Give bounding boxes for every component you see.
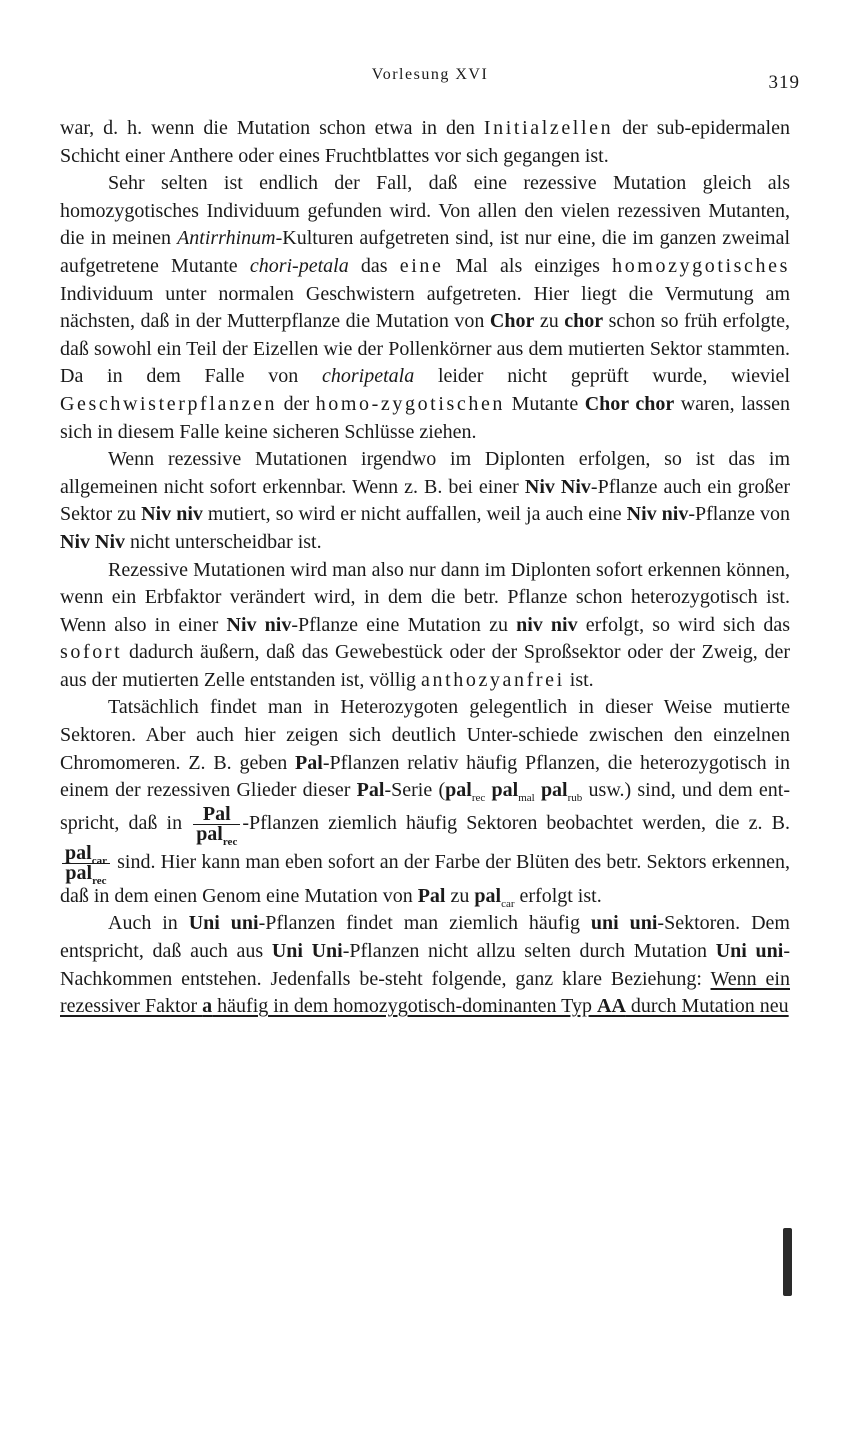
text-run: -Serie ( [384, 779, 446, 802]
gene-symbol: Pal [295, 751, 323, 774]
text-run: Tatsächlich findet man in Heterozygoten gelegentlich in dieser Weise mutierte Sektoren. Aber auch hier zeigen sich deutlich Unter-schiede zwischen den einzelnen Chromomeren. Z. B. geben [60, 696, 790, 774]
running-title: Vorlesung XVI [371, 66, 489, 83]
gene-symbol: Uni uni [715, 940, 784, 963]
text-run: der [277, 392, 316, 415]
text-run: nicht unterscheidbar ist. [125, 530, 322, 553]
spaced-term: eine [399, 254, 444, 277]
text-run: -Pflanze eine Mutation zu [291, 613, 517, 636]
text-run: zu [534, 310, 565, 333]
gene-symbol: Niv Niv [524, 475, 591, 498]
gene-symbol: Niv niv [626, 503, 689, 526]
gene-symbol: a [202, 995, 213, 1018]
underlined-text: Wenn ein rezessiver Faktor [60, 967, 790, 1018]
gene-symbol: Niv niv [141, 503, 203, 526]
text-run: erfolgt ist. [514, 884, 602, 907]
gene-symbol: pal [65, 841, 92, 864]
page-number: 319 [768, 72, 800, 93]
text-run: -Kulturen aufgetreten sind, ist nur eine, die im ganzen zweimal aufgetretene Mutante [60, 227, 791, 277]
allele-subscript: rec [92, 874, 107, 887]
text-run: -Pflanzen nicht allzu selten durch Mutation [342, 940, 716, 963]
allele-subscript: mal [518, 792, 535, 805]
paragraph-6 [60, 910, 790, 1020]
gene-symbol: pal [474, 884, 502, 907]
underlined-text: durch Mutation neu [625, 995, 789, 1018]
allele-subscript: car [501, 897, 515, 910]
allele-subscript: rub [567, 792, 583, 805]
genotype-fraction [193, 802, 240, 848]
spaced-term: Initialzellen [483, 117, 614, 139]
text-run: erfolgt, so wird sich das [577, 613, 790, 636]
text-run: Auch in [108, 912, 189, 935]
text-run: mutiert, so wird er nicht auffallen, weil ja auch eine [202, 503, 627, 526]
gene-symbol: Chor chor [584, 392, 675, 415]
gene-symbol: Niv niv [226, 613, 292, 636]
italic-term: chori-petala [249, 254, 349, 277]
text-run: -Pflanze auch ein großer Sektor zu [60, 475, 790, 526]
text-run: -Sektoren. Dem entspricht, daß auch aus [60, 912, 790, 963]
gene-symbol: Pal [356, 779, 385, 802]
paragraph-1 [60, 115, 790, 170]
italic-term: Antirrhinum [177, 227, 276, 250]
text-run: das [348, 254, 400, 277]
gene-symbol: Chor [489, 310, 535, 333]
gene-symbol: niv niv [516, 613, 578, 636]
fraction-numerator [62, 841, 110, 867]
page-body [60, 115, 790, 1021]
gene-symbol: Niv Niv [60, 530, 125, 553]
text-run: -Pflanzen findet man ziemlich häufig [258, 912, 591, 935]
text-run: -Pflanzen relativ häufig Pflanzen, die heterozygotisch in einem der rezessiven Glieder dieser [60, 751, 791, 802]
text-run: Wenn rezessive Mutationen irgendwo im Diplonten erfolgen, so ist das im allgemeinen nicht sofort erkennbar. Wenn z. B. bei einer [60, 448, 790, 498]
spaced-term: Geschwisterpflanzen [60, 392, 278, 415]
genotype-fraction [62, 841, 110, 887]
gene-symbol: chor [564, 310, 604, 333]
text-run: usw.) sind, und dem ent-spricht, daß in [60, 779, 790, 834]
spaced-term: homozygotisches [612, 254, 790, 277]
text-run: -Pflanzen ziemlich häufig Sektoren beobachtet werden, die z. B. [242, 811, 790, 834]
gene-symbol: pal [196, 822, 223, 845]
allele-subscript: rec [222, 835, 238, 848]
text-run: Rezessive Mutationen wird man also nur dann im Diplonten sofort erkennen können, wenn ein Erbfaktor verändert wird, in dem die betr. Pflanze schon heterozygotisch ist. Wenn also in einer [60, 558, 790, 636]
spaced-term: anthozyanfrei [421, 668, 565, 691]
gene-symbol: Pal [417, 884, 446, 907]
paragraph-4 [60, 557, 790, 695]
paragraph-3 [60, 446, 790, 556]
paragraph-2 [60, 170, 790, 446]
gene-symbol: pal [540, 779, 568, 802]
text-run: Individuum unter normalen Geschwistern aufgetreten. Hier liegt die Vermutung am nächsten, daß in der Mutterpflanze die Mutation von [60, 282, 790, 333]
text-run: war, d. h. wenn die Mutation schon etwa in den [60, 117, 484, 139]
page-header [60, 66, 800, 96]
text-run: Mutante [505, 392, 585, 415]
spaced-term: sofort [60, 641, 123, 664]
gene-symbol: Uni Uni [271, 940, 343, 963]
fraction-denominator [62, 861, 110, 887]
fraction-denominator [193, 822, 240, 848]
spaced-term: homo-zygotischen [315, 392, 506, 415]
text-run: ist. [564, 668, 594, 691]
text-run: schon so früh erfolgte, daß sowohl ein Teil der Eizellen wie der Pollenkörner aus dem mutierten Sektor stammten. Da in dem Falle von [60, 310, 790, 388]
text-run: Mal als einziges [443, 254, 613, 277]
text-run: Sehr selten ist endlich der Fall, daß eine rezessive Mutation gleich als homozygotisches Individuum gefunden wird. Von allen den vielen rezessiven Mutanten, die in meinen [60, 172, 790, 250]
gene-symbol: pal [445, 779, 472, 802]
gene-symbol: pal [491, 779, 519, 802]
text-run: waren, lassen sich in diesem Falle keine sicheren Schlüsse ziehen. [60, 392, 790, 443]
gene-symbol: uni uni [590, 912, 658, 935]
text-run: -Pflanze von [688, 503, 791, 526]
text-run: der sub-epidermalen Schicht einer Anthere oder eines Fruchtblattes vor sich gegangen ist. [60, 117, 790, 167]
text-run: dadurch äußern, daß das Gewebestück oder der Sproßsektor oder der Zweig, der aus der mutierten Zelle entstanden ist, völlig [60, 641, 790, 691]
italic-term: choripetala [321, 365, 415, 388]
text-run: leider nicht geprüft wurde, wieviel [414, 365, 790, 388]
margin-pencil-mark [783, 1228, 792, 1296]
text-run: zu [445, 884, 475, 907]
text-run: sind. Hier kann man eben sofort an der Farbe der Blüten des betr. Sektors erkennen, daß in dem einen Genom eine Mutation von [60, 850, 790, 907]
gene-symbol: Uni uni [188, 912, 259, 935]
paragraph-5 [60, 694, 790, 910]
gene-symbol: AA [597, 995, 626, 1018]
allele-subscript: rec [471, 792, 486, 805]
text-run: -Nachkommen entstehen. Jedenfalls be-steht folgende, ganz klare Beziehung: [60, 940, 790, 990]
fraction-numerator: Pal [193, 805, 240, 825]
gene-symbol: pal [65, 861, 93, 884]
allele-subscript: car [91, 854, 107, 867]
underlined-text: häufig in dem homozygotisch-dominanten Typ [212, 995, 598, 1018]
